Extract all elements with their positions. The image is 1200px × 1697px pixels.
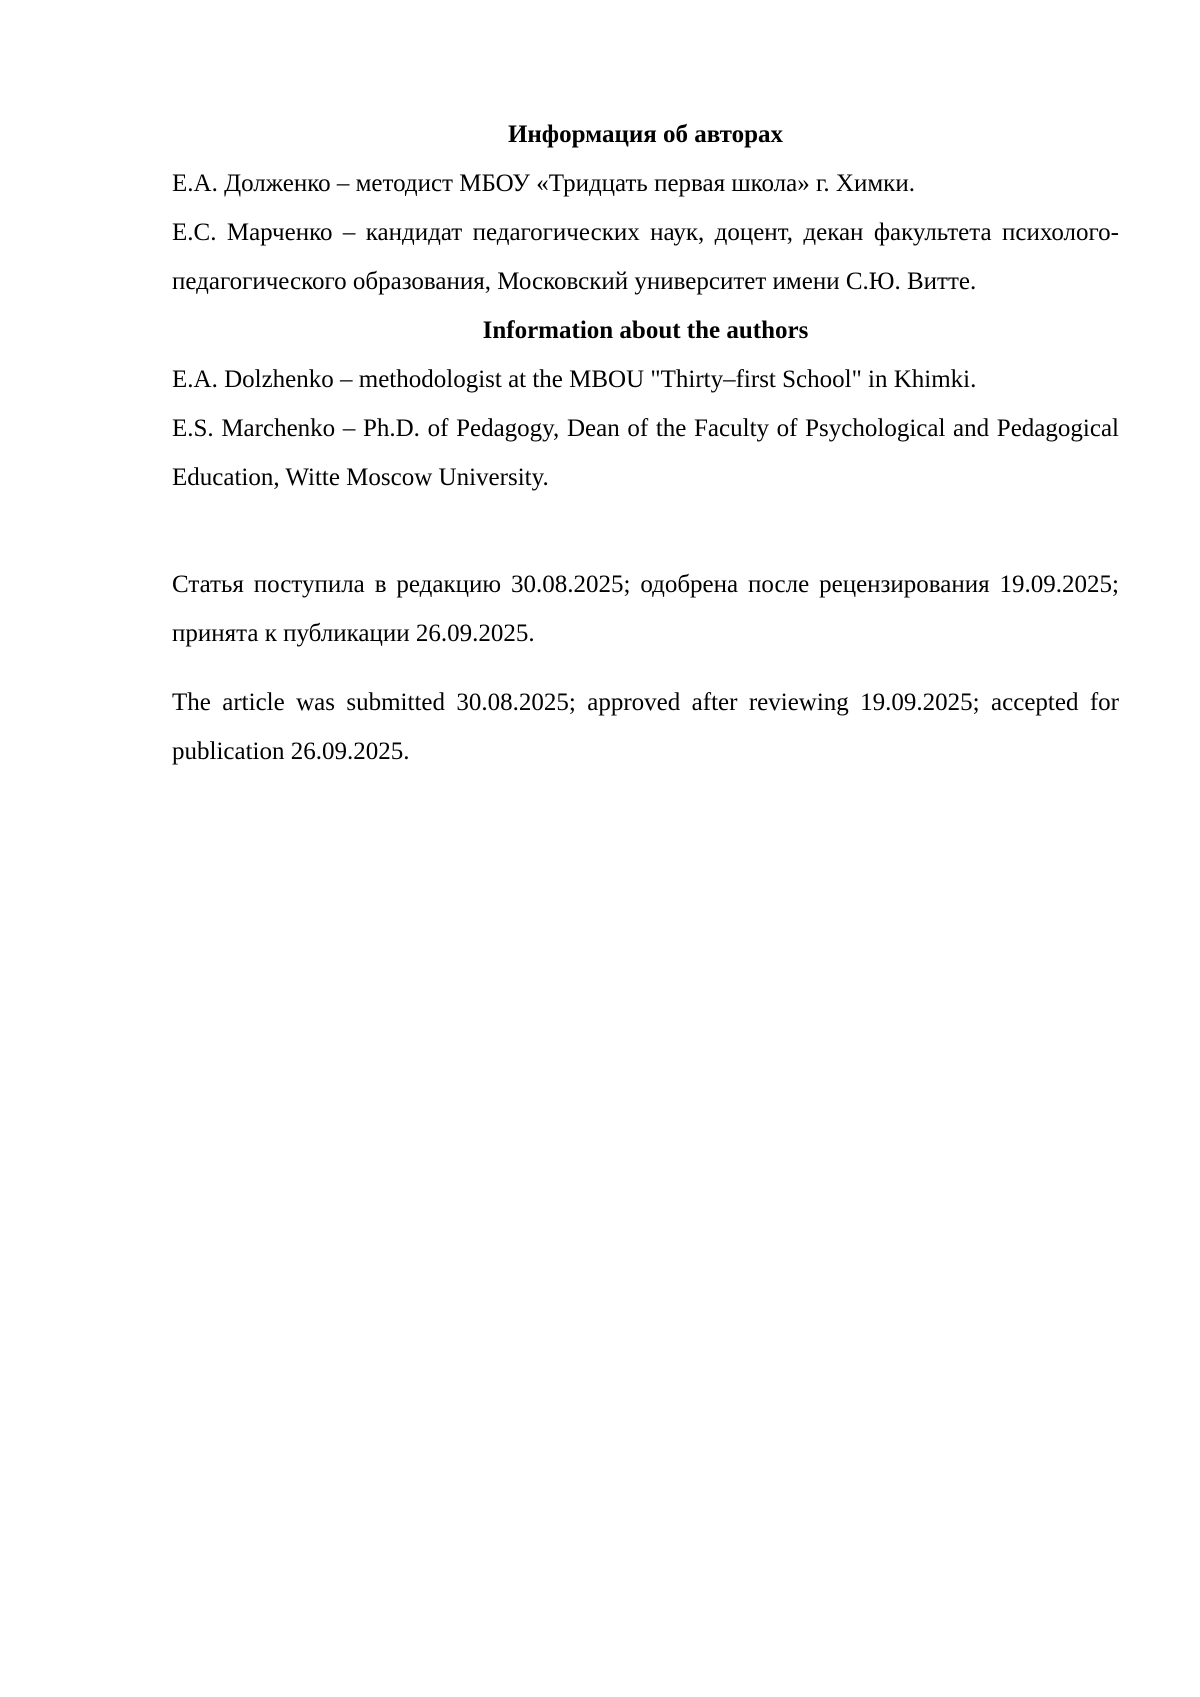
- article-dates-en: The article was submitted 30.08.2025; approved after reviewing 19.09.2025; accepted for publication 26.09.2025.: [172, 689, 1119, 765]
- author-1-ru: Е.А. Долженко – методист МБОУ «Тридцать первая школа» г. Химки.: [172, 170, 915, 197]
- author-2-ru: Е.С. Марченко – кандидат педагогических наук, доцент, декан факультета психолого-педагогического образования, Московский университет имени С.Ю. Витте.: [172, 219, 1119, 295]
- paragraph-gap: [172, 658, 1119, 678]
- author-1-en: E.A. Dolzhenko – methodologist at the MBOU "Thirty–first School" in Khimki.: [172, 366, 977, 393]
- document-page: [172, 110, 1119, 776]
- section-gap: [172, 502, 1119, 560]
- authors-ru-heading: Информация об авторах: [507, 121, 784, 148]
- article-dates-ru: Статья поступила в редакцию 30.08.2025; одобрена после рецензирования 19.09.2025; принята к публикации 26.09.2025.: [172, 571, 1119, 647]
- authors-en-heading: Information about the authors: [482, 317, 809, 344]
- author-2-en: E.S. Marchenko – Ph.D. of Pedagogy, Dean of the Faculty of Psychological and Pedagogical Education, Witte Moscow University.: [172, 415, 1119, 491]
